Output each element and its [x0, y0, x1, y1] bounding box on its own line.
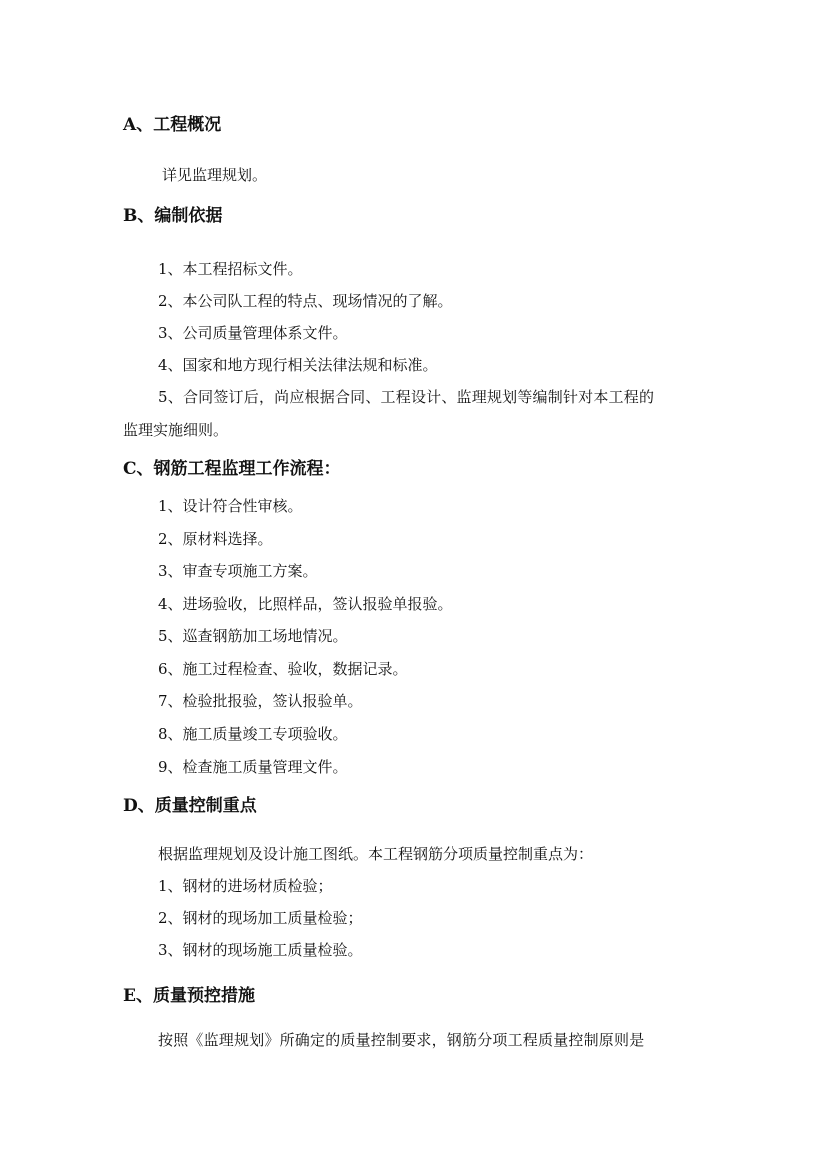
section-b-line-5-continued: 监理实施细则。: [123, 421, 229, 439]
section-c-line-3: 3、审查专项施工方案。: [158, 562, 318, 580]
section-a-line-1: 详见监理规划。: [162, 166, 268, 184]
section-b-line-1: 1、本工程招标文件。: [158, 260, 303, 278]
section-c-line-7: 7、检验批报验，签认报验单。: [158, 692, 363, 710]
section-b-line-2: 2、本公司队工程的特点、现场情况的了解。: [158, 292, 453, 310]
section-c-line-1: 1、设计符合性审核。: [158, 497, 303, 515]
section-c-heading: C、钢筋工程监理工作流程：: [123, 459, 341, 479]
section-d-line-3: 2、钢材的现场加工质量检验；: [158, 909, 363, 927]
section-c-line-6: 6、施工过程检查、验收，数据记录。: [158, 660, 408, 678]
section-d-line-2: 1、钢材的进场材质检验；: [158, 877, 333, 895]
section-c-line-2: 2、原材料选择。: [158, 530, 273, 548]
section-c-line-8: 8、施工质量竣工专项验收。: [158, 725, 348, 743]
section-c-line-9: 9、检查施工质量管理文件。: [158, 758, 348, 776]
section-d-line-1: 根据监理规划及设计施工图纸。本工程钢筋分项质量控制重点为：: [158, 845, 594, 863]
section-b-line-3: 3、公司质量管理体系文件。: [158, 324, 348, 342]
section-a-heading: A、工程概况: [123, 115, 222, 135]
section-c-line-5: 5、巡查钢筋加工场地情况。: [158, 627, 348, 645]
section-c-line-4: 4、进场验收，比照样品，签认报验单报验。: [158, 595, 453, 613]
section-d-line-4: 3、钢材的现场施工质量检验。: [158, 941, 363, 959]
section-b-heading: B、编制依据: [123, 206, 223, 226]
section-e-heading: E、质量预控措施: [123, 986, 255, 1006]
section-b-line-4: 4、国家和地方现行相关法律法规和标准。: [158, 356, 438, 374]
section-b-line-5: 5、合同签订后，尚应根据合同、工程设计、监理规划等编制针对本工程的: [158, 388, 655, 406]
section-d-heading: D、质量控制重点: [123, 796, 257, 816]
section-e-line-1: 按照《监理规划》所确定的质量控制要求，钢筋分项工程质量控制原则是: [158, 1031, 645, 1049]
